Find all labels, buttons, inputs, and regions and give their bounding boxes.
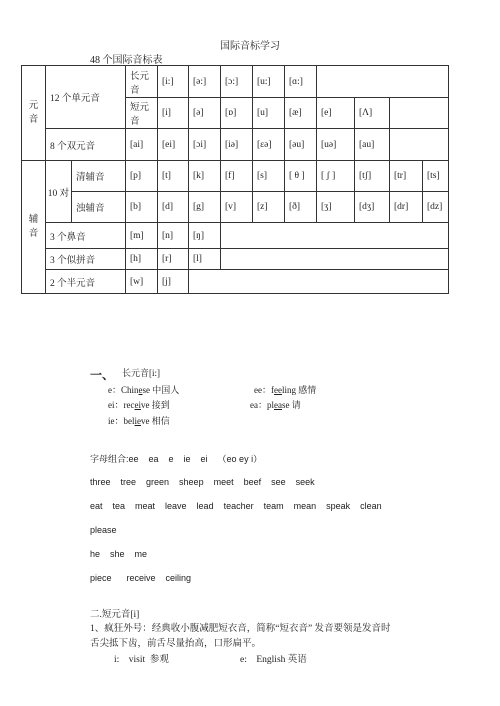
ipa-cell: [z] xyxy=(253,192,285,223)
lateral-label: 3 个似拼音 xyxy=(46,249,126,270)
ipa-cell: [tʃ] xyxy=(355,161,390,192)
ipa-cell: [ə] xyxy=(189,98,221,129)
ipa-cell: [əu] xyxy=(285,129,317,161)
ipa-cell: [ɔ:] xyxy=(221,66,253,98)
ipa-cell: [au] xyxy=(355,129,390,161)
ipa-cell: [ ʃ ] xyxy=(317,161,355,192)
voiceless-row xyxy=(22,161,449,192)
ipa-cell: [dr] xyxy=(390,192,423,223)
ipa-cell: [f] xyxy=(221,161,253,192)
long-vowel-row xyxy=(22,66,449,98)
ipa-cell: [ɔi] xyxy=(189,129,221,161)
ipa-cell: [h] xyxy=(126,249,158,270)
voiceless-label: 清辅音 xyxy=(72,161,126,192)
voiced-row xyxy=(22,192,449,223)
ipa-cell: [ŋ] xyxy=(189,223,221,249)
ipa-cell: [n] xyxy=(158,223,189,249)
lateral-row xyxy=(22,249,449,270)
ipa-cell: [ɒ] xyxy=(221,98,253,129)
ipa-cell: [ð] xyxy=(285,192,317,223)
consonant-group-label: 辅 音 xyxy=(22,161,46,294)
ipa-cell: [ɑ:] xyxy=(285,66,317,98)
example-item: ea：please 请 xyxy=(250,400,301,410)
ipa-cell: [Λ] xyxy=(355,98,390,129)
paragraph-line: 舌尖抵下齿，前舌尽量抬高，口形扁平。 xyxy=(90,639,262,649)
word-list-line: please xyxy=(90,525,117,535)
ipa-cell: [æ] xyxy=(285,98,317,129)
ipa-cell: [i:] xyxy=(158,66,189,98)
ipa-cell: [s] xyxy=(253,161,285,192)
ipa-cell: [ɛə] xyxy=(253,129,285,161)
empty-cell xyxy=(390,98,449,129)
example-item: e: English 英语 xyxy=(240,655,307,665)
nasal-row xyxy=(22,223,449,249)
empty-cell xyxy=(189,270,449,294)
ipa-cell: [i] xyxy=(158,98,189,129)
ipa-cell: [m] xyxy=(126,223,158,249)
ipa-cell: [dz] xyxy=(423,192,449,223)
empty-cell xyxy=(390,129,449,161)
ipa-cell: [g] xyxy=(189,192,221,223)
long-vowel-label: 长元音 xyxy=(126,66,158,98)
ipa-cell: [d] xyxy=(158,192,189,223)
ipa-cell: [u] xyxy=(253,98,285,129)
ipa-cell: [iə] xyxy=(221,129,253,161)
nasal-label: 3 个鼻音 xyxy=(46,223,126,249)
ipa-cell: [p] xyxy=(126,161,158,192)
example-item: ee：feeling 感情 xyxy=(254,385,317,395)
ipa-cell: [dʒ] xyxy=(355,192,390,223)
letter-combination-line: 字母组合:ee ea e ie ei （eo ey i） xyxy=(90,454,263,464)
monophthong-label: 12 个单元音 xyxy=(46,66,126,129)
ipa-cell: [u:] xyxy=(253,66,285,98)
ipa-cell: [r] xyxy=(158,249,189,270)
diphthong-row xyxy=(22,129,449,161)
ipa-cell: [l] xyxy=(189,249,221,270)
ipa-cell: [v] xyxy=(221,192,253,223)
word-list-line: he she me xyxy=(90,549,148,559)
ipa-cell: [tr] xyxy=(390,161,423,192)
example-item: i: visit 参观 xyxy=(114,655,169,665)
short-vowel-label: 短元音 xyxy=(126,98,158,129)
empty-cell xyxy=(221,249,449,270)
section-one-number: 一、 xyxy=(90,368,115,382)
pairs-label: 10 对 xyxy=(46,161,72,223)
voiced-label: 浊辅音 xyxy=(72,192,126,223)
ipa-cell: [k] xyxy=(189,161,221,192)
ipa-cell: [uə] xyxy=(317,129,355,161)
ipa-cell: [ai] xyxy=(126,129,158,161)
diphthong-label: 8 个双元音 xyxy=(46,129,126,161)
ipa-cell: [j] xyxy=(158,270,189,294)
ipa-chart-table xyxy=(21,65,449,294)
table-caption: 48 个国际音标表 xyxy=(90,55,163,66)
ipa-cell: [e] xyxy=(317,98,355,129)
example-item: e：Chinese 中国人 xyxy=(108,385,180,395)
ipa-cell: [ts] xyxy=(423,161,449,192)
semivowel-row xyxy=(22,270,449,294)
word-list-line: eat tea meat leave lead teacher team mean speak clean xyxy=(90,501,382,511)
ipa-cell: [ʒ] xyxy=(317,192,355,223)
semivowel-label: 2 个半元音 xyxy=(46,270,126,294)
ipa-cell: [ei] xyxy=(158,129,189,161)
section-one-title: 长元音[i:] xyxy=(122,368,160,378)
ipa-cell: [w] xyxy=(126,270,158,294)
ipa-cell: [b] xyxy=(126,192,158,223)
document-title: 国际音标学习 xyxy=(220,41,280,52)
example-item: ei：receive 接到 xyxy=(108,400,170,410)
empty-cell xyxy=(317,66,449,98)
ipa-cell: [ə:] xyxy=(189,66,221,98)
ipa-cell: [ θ ] xyxy=(285,161,317,192)
ipa-cell: [t] xyxy=(158,161,189,192)
word-list-line: piece receive ceiling xyxy=(90,573,192,583)
paragraph-line: 1、疯狂外号：经典收小腹减肥短衣音，简称“短衣音” 发音要领是发音时 xyxy=(90,624,391,634)
section-two-heading: 二.短元音[i] xyxy=(90,610,140,620)
vowel-group-label: 元 音 xyxy=(22,66,46,161)
empty-cell xyxy=(221,223,449,249)
word-list-line: three tree green sheep meet beef see seek xyxy=(90,477,315,487)
example-item: ie：believe 相信 xyxy=(108,416,170,426)
